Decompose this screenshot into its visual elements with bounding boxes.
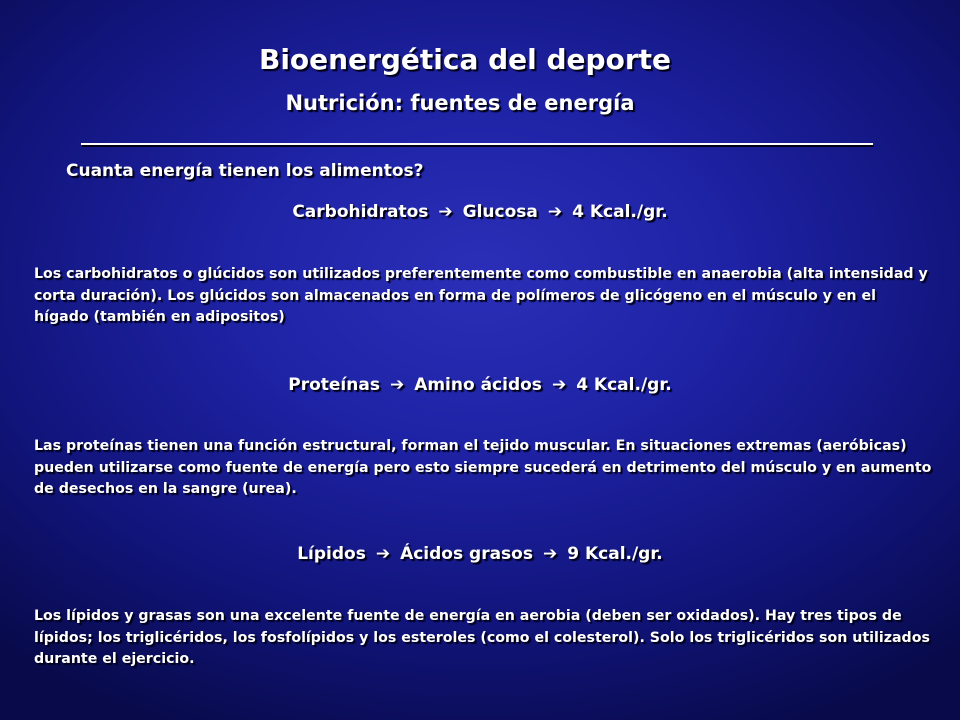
nutrient-product: Amino ácidos: [414, 375, 542, 395]
nutrient-energy: 4 Kcal./gr.: [576, 375, 672, 395]
paragraph-carbohidratos: Los carbohidratos o glúcidos son utilizados preferentemente como combustible en anaerobia (alta intensidad y corta duración). Los glúcidos son almacenados en forma de polímeros de glicógeno en el músculo y en el hígado (también en adipositos): [34, 266, 928, 325]
arrow-right-icon: ➔: [438, 202, 453, 222]
nutrient-product: Ácidos grasos: [400, 544, 533, 564]
arrow-right-icon: ➔: [375, 544, 391, 564]
title-divider: [81, 143, 873, 145]
formula-carbohidratos: [0, 199, 960, 225]
arrow-right-icon: ➔: [542, 544, 558, 564]
nutrient-energy: 4 Kcal./gr.: [572, 202, 668, 222]
arrow-right-icon: ➔: [547, 202, 563, 222]
nutrient-energy: 9 Kcal./gr.: [567, 544, 663, 564]
slide-subtitle: Nutrición: fuentes de energía: [285, 91, 635, 115]
paragraph-proteinas: Las proteínas tienen una función estructural, forman el tejido muscular. En situaciones extremas (aeróbicas) pueden utilizarse como fuente de energía pero esto siempre sucederá en detrimento del músculo y en aumento de desechos en la sangre (urea).: [34, 438, 932, 497]
nutrient-name: Carbohidratos: [292, 202, 429, 222]
nutrient-name: Lípidos: [297, 544, 366, 564]
formula-lipidos: [0, 541, 960, 567]
paragraph-lipidos: Los lípidos y grasas son una excelente fuente de energía en aerobia (deben ser oxidados). Hay tres tipos de lípidos; los triglicéridos, los fosfolípidos y los esteroles (como el colesterol). Solo los triglicéridos son utilizados durante el ejercicio.: [34, 608, 930, 667]
arrow-right-icon: ➔: [551, 375, 567, 395]
nutrient-product: Glucosa: [462, 202, 538, 222]
arrow-right-icon: ➔: [389, 375, 405, 395]
slide-title: Bioenergética del deporte: [258, 43, 672, 76]
nutrient-name: Proteínas: [288, 375, 380, 395]
formula-proteinas: [0, 372, 960, 398]
question-heading: Cuanta energía tienen los alimentos?: [66, 161, 424, 181]
